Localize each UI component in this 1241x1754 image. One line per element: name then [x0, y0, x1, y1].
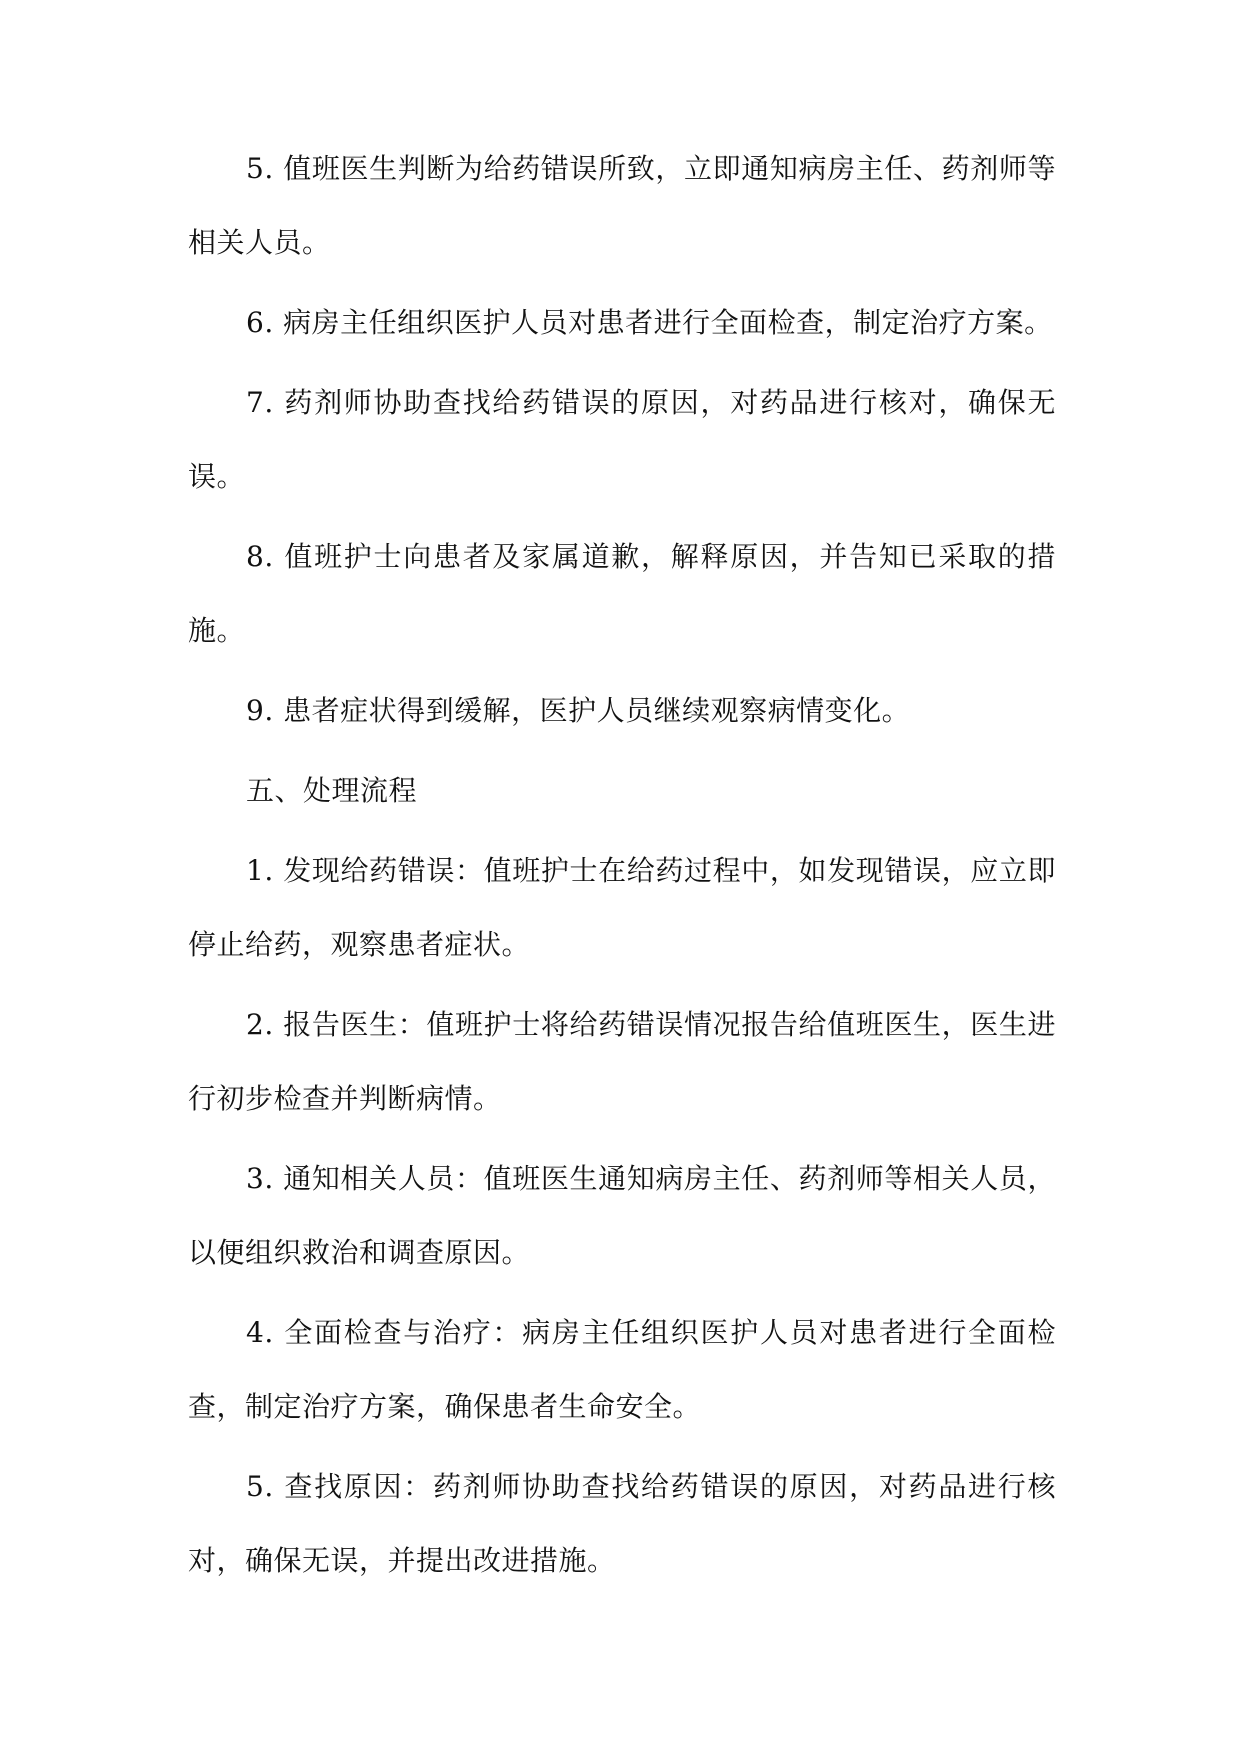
- list-item: 1. 发现给药错误：值班护士在给药过程中，如发现错误，应立即停止给药，观察患者症状。: [188, 854, 1056, 961]
- list-item: 6. 病房主任组织医护人员对患者进行全面检查，制定治疗方案。: [246, 306, 1053, 339]
- list-item: 3. 通知相关人员：值班医生通知病房主任、药剂师等相关人员，以便组织救治和调查原因。: [188, 1162, 1056, 1269]
- document-body: [188, 132, 1056, 1604]
- list-item: 2. 报告医生：值班护士将给药错误情况报告给值班医生，医生进行初步检查并判断病情。: [188, 1008, 1056, 1115]
- list-item: 7. 药剂师协助查找给药错误的原因，对药品进行核对，确保无误。: [188, 386, 1056, 493]
- list-item: 5. 值班医生判断为给药错误所致，立即通知病房主任、药剂师等相关人员。: [188, 152, 1056, 259]
- list-item: 5. 查找原因：药剂师协助查找给药错误的原因，对药品进行核对，确保无误，并提出改进措施。: [188, 1470, 1056, 1577]
- list-item: 9. 患者症状得到缓解，医护人员继续观察病情变化。: [246, 694, 911, 727]
- list-item: 4. 全面检查与治疗：病房主任组织医护人员对患者进行全面检查，制定治疗方案，确保患者生命安全。: [188, 1316, 1056, 1423]
- section-heading: 五、处理流程: [246, 774, 418, 807]
- list-item: 8. 值班护士向患者及家属道歉，解释原因，并告知已采取的措施。: [188, 540, 1056, 647]
